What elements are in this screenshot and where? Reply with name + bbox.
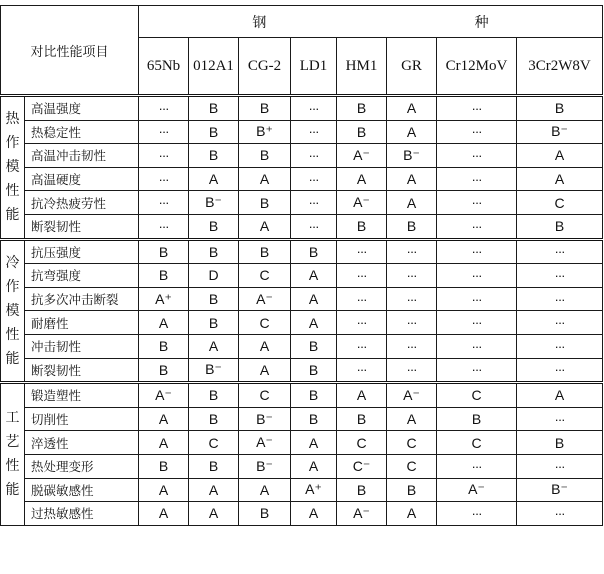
rating-cell: ··· [517,358,603,383]
rating-cell: ··· [517,407,603,431]
category-char: 工 [5,410,20,427]
rating-cell: ··· [517,311,603,335]
rating-cell: B [189,407,239,431]
rating-cell: ··· [337,311,387,335]
rating-cell: A [189,502,239,526]
rating-cell: ··· [337,239,387,264]
rating-cell: ··· [437,334,517,358]
rating-cell: ··· [437,311,517,335]
property-label: 冲击韧性 [25,334,139,358]
steel-header: LD1 [291,38,337,96]
rating-cell: C [517,191,603,215]
rating-cell: ··· [387,287,437,311]
rating-cell: B [189,287,239,311]
rating-cell: ··· [139,96,189,121]
rating-cell: B [517,214,603,239]
rating-cell: B [139,358,189,383]
rating-cell: B [517,96,603,121]
rating-cell: A [189,334,239,358]
category-char: 性 [5,458,20,475]
rating-cell: A [387,96,437,121]
steel-header: GR [387,38,437,96]
rating-cell: A [387,502,437,526]
rating-cell: B [239,144,291,168]
rating-cell: ··· [437,264,517,288]
property-label: 断裂韧性 [25,358,139,383]
rating-cell: B [517,431,603,455]
rating-cell: A [387,191,437,215]
rating-cell: B [337,96,387,121]
rating-cell: A [291,431,337,455]
rating-cell: B [437,407,517,431]
rating-cell: A [189,478,239,502]
rating-cell: B [239,502,291,526]
table-row [1,478,603,502]
rating-cell: ··· [437,120,517,144]
group-label-left: 钢 [252,14,267,31]
rating-cell: ··· [337,287,387,311]
rating-cell: A [387,167,437,191]
rating-cell: A [239,214,291,239]
table-row [1,287,603,311]
category-char: 艺 [5,434,20,451]
rating-cell: B [139,264,189,288]
rating-cell: ··· [437,144,517,168]
rating-cell: ··· [139,214,189,239]
rating-cell: B [189,383,239,408]
rating-cell: A [337,167,387,191]
category-char: 能 [5,350,20,367]
rating-cell: B [189,239,239,264]
property-label: 热处理变形 [25,454,139,478]
rating-cell: B [291,334,337,358]
rating-cell: B [337,407,387,431]
rating-cell: ··· [437,167,517,191]
rating-cell: A [239,358,291,383]
rating-cell: A [239,167,291,191]
rating-cell: A [139,407,189,431]
property-label: 抗多次冲击断裂 [25,287,139,311]
table-row [1,214,603,239]
rating-cell: B [139,454,189,478]
rating-cell: B⁻ [387,144,437,168]
steel-header: 3Cr2W8V [517,38,603,96]
rating-cell: C [387,431,437,455]
rating-cell: B [139,239,189,264]
rating-cell: A⁻ [139,383,189,408]
rating-cell: B [337,214,387,239]
rating-cell: B [387,214,437,239]
property-label: 过热敏感性 [25,502,139,526]
rating-cell: A⁻ [337,191,387,215]
property-label: 脱碳敏感性 [25,478,139,502]
table-row [1,334,603,358]
rating-cell: ··· [437,502,517,526]
rating-cell: A [517,167,603,191]
property-label: 淬透性 [25,431,139,455]
rating-cell: ··· [291,120,337,144]
rating-cell: A [387,120,437,144]
rating-cell: ··· [437,358,517,383]
table-row [1,120,603,144]
table-row [1,96,603,121]
rating-cell: A [291,454,337,478]
rating-cell: B [189,311,239,335]
rating-cell: ··· [337,358,387,383]
rating-cell: B [291,239,337,264]
property-label: 高温硬度 [25,167,139,191]
rating-cell: A⁺ [139,287,189,311]
rating-cell: C [387,454,437,478]
rating-cell: ··· [437,191,517,215]
rating-cell: ··· [517,264,603,288]
rating-cell: B [239,239,291,264]
rating-cell: A⁻ [437,478,517,502]
rating-cell: A⁻ [387,383,437,408]
rating-cell: B⁻ [239,407,291,431]
steel-header: CG-2 [239,38,291,96]
rating-cell: ··· [517,454,603,478]
rating-cell: ··· [337,334,387,358]
category-char: 性 [5,183,20,200]
rating-cell: ··· [387,311,437,335]
property-label: 切削性 [25,407,139,431]
rating-cell: ··· [437,214,517,239]
rating-cell: A [337,383,387,408]
rating-cell: ··· [437,454,517,478]
comparison-table [0,5,603,526]
table-row [1,407,603,431]
table-row [1,167,603,191]
rating-cell: C⁻ [337,454,387,478]
rating-cell: ··· [337,264,387,288]
rating-cell: B⁻ [189,358,239,383]
category-char: 热 [5,111,20,128]
rating-cell: B⁺ [239,120,291,144]
rating-cell: ··· [291,96,337,121]
corner-header: 对比性能项目 [1,6,139,96]
rating-cell: C [437,383,517,408]
rating-cell: D [189,264,239,288]
rating-cell: A [291,502,337,526]
rating-cell: A [239,478,291,502]
steel-group-header [139,6,603,38]
table-row [1,144,603,168]
rating-cell: B [337,120,387,144]
table-row [1,502,603,526]
rating-cell: B⁻ [517,478,603,502]
rating-cell: ··· [291,214,337,239]
property-label: 断裂韧性 [25,214,139,239]
rating-cell: A⁺ [291,478,337,502]
category-char: 作 [5,135,20,152]
rating-cell: C [337,431,387,455]
table-row [1,239,603,264]
rating-cell: A [517,383,603,408]
category-char: 能 [5,482,20,499]
property-label: 抗冷热疲劳性 [25,191,139,215]
rating-cell: ··· [139,191,189,215]
rating-cell: B [337,478,387,502]
table-row [1,454,603,478]
category-char: 模 [5,159,20,176]
property-label: 热稳定性 [25,120,139,144]
rating-cell: ··· [139,167,189,191]
rating-cell: B⁻ [517,120,603,144]
steel-header: Cr12MoV [437,38,517,96]
rating-cell: ··· [517,502,603,526]
property-label: 高温冲击韧性 [25,144,139,168]
steel-header: 012A1 [189,38,239,96]
rating-cell: ··· [139,144,189,168]
rating-cell: ··· [437,239,517,264]
rating-cell: A [239,334,291,358]
rating-cell: B [189,96,239,121]
rating-cell: ··· [291,167,337,191]
steel-header: 65Nb [139,38,189,96]
category-char: 性 [5,326,20,343]
rating-cell: B [189,454,239,478]
table-body [1,96,603,526]
rating-cell: B [291,407,337,431]
rating-cell: B [387,478,437,502]
rating-cell: A [139,478,189,502]
property-label: 抗压强度 [25,239,139,264]
rating-cell: ··· [437,96,517,121]
rating-cell: A [291,264,337,288]
rating-cell: ··· [291,144,337,168]
rating-cell: A⁻ [337,144,387,168]
group-label-right: 种 [474,14,489,31]
rating-cell: B [239,191,291,215]
rating-cell: ··· [387,239,437,264]
rating-cell: A [387,407,437,431]
category-char: 能 [5,207,20,224]
rating-cell: ··· [437,287,517,311]
rating-cell: A [291,287,337,311]
table-row [1,383,603,408]
rating-cell: B [189,214,239,239]
rating-cell: B⁻ [239,454,291,478]
rating-cell: ··· [517,287,603,311]
rating-cell: A [517,144,603,168]
rating-cell: C [239,311,291,335]
property-label: 高温强度 [25,96,139,121]
rating-cell: B [291,358,337,383]
rating-cell: C [239,383,291,408]
rating-cell: A [139,311,189,335]
category-label [1,239,25,383]
property-label: 抗弯强度 [25,264,139,288]
rating-cell: B [239,96,291,121]
rating-cell: B [139,334,189,358]
category-char: 模 [5,302,20,319]
rating-cell: A [139,502,189,526]
property-label: 锻造塑性 [25,383,139,408]
rating-cell: B⁻ [189,191,239,215]
category-char: 作 [5,278,20,295]
rating-cell: A⁻ [239,431,291,455]
property-label: 耐磨性 [25,311,139,335]
rating-cell: ··· [387,358,437,383]
rating-cell: A [291,311,337,335]
rating-cell: B [189,144,239,168]
category-label [1,383,25,526]
rating-cell: A [189,167,239,191]
table-row [1,358,603,383]
category-label [1,96,25,240]
rating-cell: ··· [291,191,337,215]
rating-cell: ··· [517,239,603,264]
table-row [1,264,603,288]
rating-cell: ··· [517,334,603,358]
table-row [1,431,603,455]
rating-cell: C [239,264,291,288]
category-char: 冷 [5,254,20,271]
rating-cell: ··· [387,334,437,358]
rating-cell: C [437,431,517,455]
table-row [1,311,603,335]
rating-cell: B [189,120,239,144]
rating-cell: ··· [387,264,437,288]
rating-cell: B [291,383,337,408]
steel-header: HM1 [337,38,387,96]
table-row [1,191,603,215]
rating-cell: A [139,431,189,455]
rating-cell: A⁻ [239,287,291,311]
rating-cell: ··· [139,120,189,144]
rating-cell: A⁻ [337,502,387,526]
rating-cell: C [189,431,239,455]
